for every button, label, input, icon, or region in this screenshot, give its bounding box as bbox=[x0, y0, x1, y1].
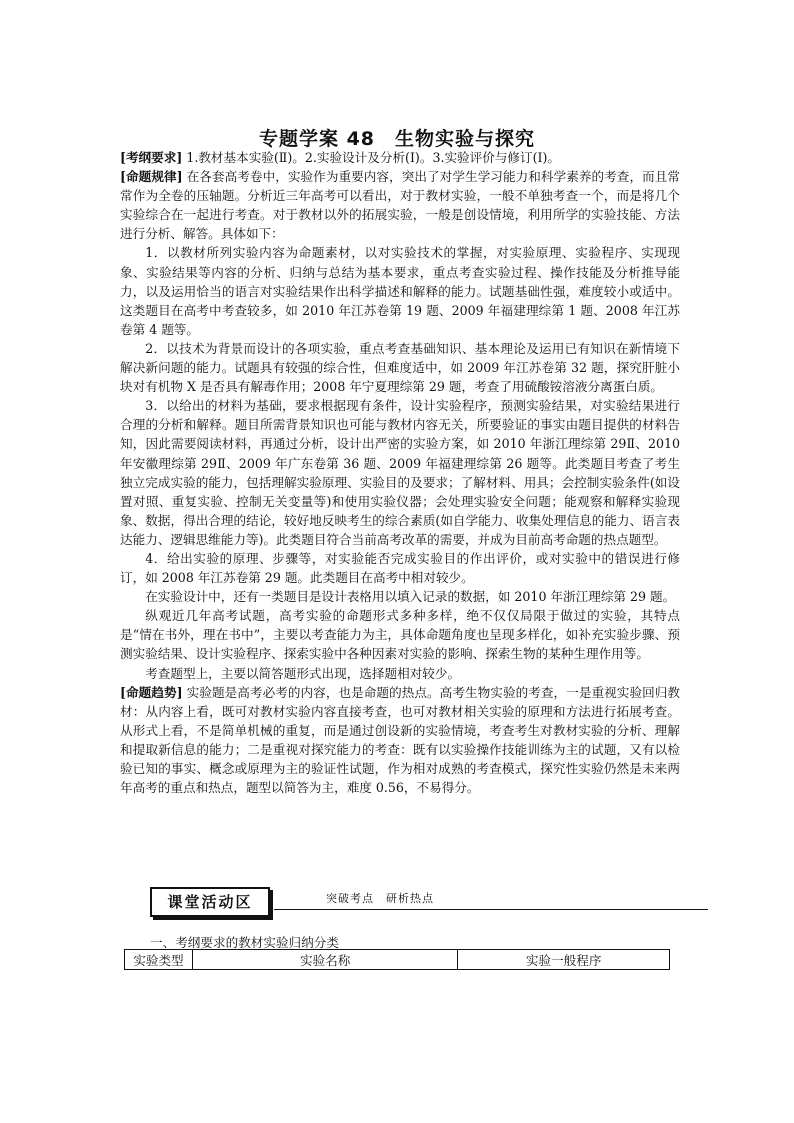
requirements-tag: [考纲要求] bbox=[120, 150, 183, 165]
rules-summary: 纵观近几年高考试题，高考实验的命题形式多种多样，绝不仅仅局限于做过的实验，其特点是“情在书外，理在书中”，主要以考查能力为主，具体命题角度也呈现多样化，如补充实验步骤、预测实验结果、设计实验程序、探索实验中各种因素对实验的影响、探索生物的某种生理作用等。 bbox=[120, 608, 680, 662]
section-banner bbox=[150, 885, 708, 915]
rules-item-3: 3．以给出的材料为基础，要求根据现有条件，设计实验程序，预测实验结果，对实验结果进行合理的分析和解释。题目所需背景知识也可能与教材内容无关，所要验证的事实由题目提供的材料告知，因此需要阅读材料，再通过分析，设计出严密的实验方案，如 2010 年浙江理综第 29Ⅱ、2010 年安徽理综第 29Ⅱ、2009 年广东卷第 36 题、2009 年福建理综第 26 题等。此类题目考查了考生独立完成实验的能力，包括理解实验原理、实验目的及要求；了解材料、用具；会控制实验条件(如设置对照、重复实验、控制无关变量等)和使用实验仪器；会处理实验安全问题；能观察和解释实验现象、数据，得出合理的结论，较好地反映考生的综合素质(如自学能力、收集处理信息的能力、语言表达能力、逻辑思维能力等)。此类题目符合当前高考改革的需要，并成为目前高考命题的热点题型。 bbox=[120, 398, 680, 547]
rules-item-1: 1．以教材所列实验内容为命题素材，以对实验技术的掌握，对实验原理、实验程序、实现现象、实验结果等内容的分析、归纳与总结为基本要求，重点考查实验过程、操作技能及分析推导能力，以及运用恰当的语言对实验结果作出科学描述和解释的能力。试题基础性强，难度较小或适中。这类题目在高考中考查较多，如 2010 年江苏卷第 19 题、2009 年福建理综第 1 题、2008 年江苏卷第 4 题等。 bbox=[120, 245, 680, 337]
trends-text: 实验题是高考必考的内容，也是命题的热点。高考生物实验的考查，一是重视实验回归教材：从内容上看，既可对教材实验内容直接考查，也可对教材相关实验的原理和方法进行拓展考查。从形式上看，不是简单机械的重复，而是通过创设新的实验情境，考查考生对教材实验的分析、理解和提取新信息的能力；二是重视对探究能力的考查：既有以实验操作技能训练为主的试题，又有以检验已知的事实、概念或原理为主的验证性试题，作为相对成熟的考查模式，探究性实验仍然是未来两年高考的重点和热点，题型以简答为主，难度 0.56，不易得分。 bbox=[120, 684, 680, 796]
rules-item-2: 2．以技术为背景而设计的各项实验，重点考查基础知识、基本理论及运用已有知识在新情境下解决新问题的能力。试题具有较强的综合性，但难度适中，如 2009 年江苏卷第 32 题，探究肝脏小块对有机物 X 是否具有解毒作用；2008 年宁夏理综第 29 题，考查了用硫酸铵溶液分离蛋白质。 bbox=[120, 340, 680, 395]
banner-label: 课堂活动区 bbox=[150, 887, 270, 917]
banner-rule bbox=[274, 909, 708, 910]
table-header-name: 实验名称 bbox=[192, 950, 458, 970]
page-title: 专题学案 48 生物实验与探究 bbox=[258, 128, 536, 150]
rules-extra: 在实验设计中，还有一类题目是设计表格用以填入记录的数据，如 2010 年浙江理综第 29 题。 bbox=[145, 589, 676, 605]
section-heading: 一、考纲要求的教材实验归纳分类 bbox=[150, 935, 339, 950]
requirements-paragraph bbox=[120, 148, 680, 167]
requirements-text: 1.教材基本实验(Ⅱ)。2.实验设计及分析(Ⅰ)。3.实验评价与修订(Ⅰ)。 bbox=[186, 150, 561, 165]
rules-item-4: 4．给出实验的原理、步骤等，对实验能否完成实验目的作出评价，或对实验中的错误进行修订，如 2008 年江苏卷第 29 题。此类题目在高考中相对较少。 bbox=[120, 550, 680, 586]
document-body bbox=[120, 148, 680, 797]
trends-tag: [命题趋势] bbox=[120, 684, 183, 700]
banner-subtitle: 突破考点 研析热点 bbox=[326, 892, 434, 905]
rules-format: 考查题型上，主要以简答题形式出现，选择题相对较少。 bbox=[145, 665, 461, 681]
experiment-table bbox=[124, 949, 670, 970]
table-header-type: 实验类型 bbox=[125, 950, 193, 970]
rules-intro-paragraph bbox=[120, 167, 680, 243]
rules-tag: [命题规律] bbox=[120, 169, 183, 185]
rules-intro: 在各套高考卷中，实验作为重要内容，突出了对学生学习能力和科学素养的考查，而且常常作为全卷的压轴题。分析近三年高考可以看出，对于教材实验，一般不单独考查一个，而是将几个实验综合在一起进行考查。对于教材以外的拓展实验，一般是创设情境，利用所学的实验技能、方法进行分析、解答。具体如下： bbox=[120, 169, 680, 242]
table-header-procedure: 实验一般程序 bbox=[458, 950, 670, 970]
table-header-row bbox=[125, 950, 670, 970]
trends-paragraph bbox=[120, 683, 680, 798]
